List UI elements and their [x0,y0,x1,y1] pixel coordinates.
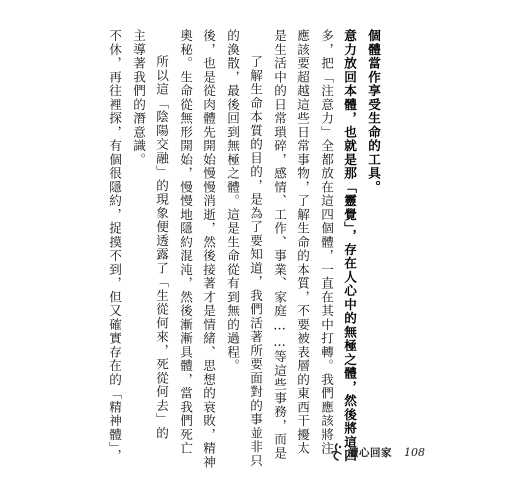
text-column-10: 多，把「注意力」全都放在這四個體，一直在其中打轉。我們應該將注 [319,29,334,456]
flame-ornament-icon [330,443,343,461]
text-column-5: 後，也是從肉體先開始慢慢消逝，然後接著才是情緒、思想的衰敗，精神 [201,29,216,469]
text-column-2: 主導著我們的潛意識。 [131,29,146,167]
text-column-12: 個體當作享受生命的工具。 [366,29,381,194]
page-footer [330,441,425,463]
text-column-11: 意力放回本體，也就是那「靈覺」，存在人心中的無極之體，然後將這四 [342,29,357,463]
text-column-1: 不休，再往裡探，有個很隱約，捉摸不到，但又確實存在的「精神體」， [107,29,122,463]
running-title: 讀心回家 [348,446,392,459]
page-number: 108 [404,445,425,459]
text-column-9: 應該要超越這些日常事物，了解生命的本質，不要被表層的東西干擾太 [295,29,310,456]
text-column-7: 了解生命本質的目的，是為了要知道，我們活著所要面對的事並非只 [248,55,263,468]
text-column-8: 是生活中的日常瑣碎，感情、工作、事業、家庭……等這些事務，而是 [272,29,287,461]
text-column-4: 奧秘。生命從無形開始，慢慢地隱約混沌，然後漸漸具體，當我們死亡 [178,29,193,456]
text-column-3: 所以這「陰陽交融」的現象便透露了「生從何來，死從何去」的 [154,55,169,440]
text-column-6: 的渙散，最後回到無極之體。這是生命從有到無的過程。 [225,29,240,373]
